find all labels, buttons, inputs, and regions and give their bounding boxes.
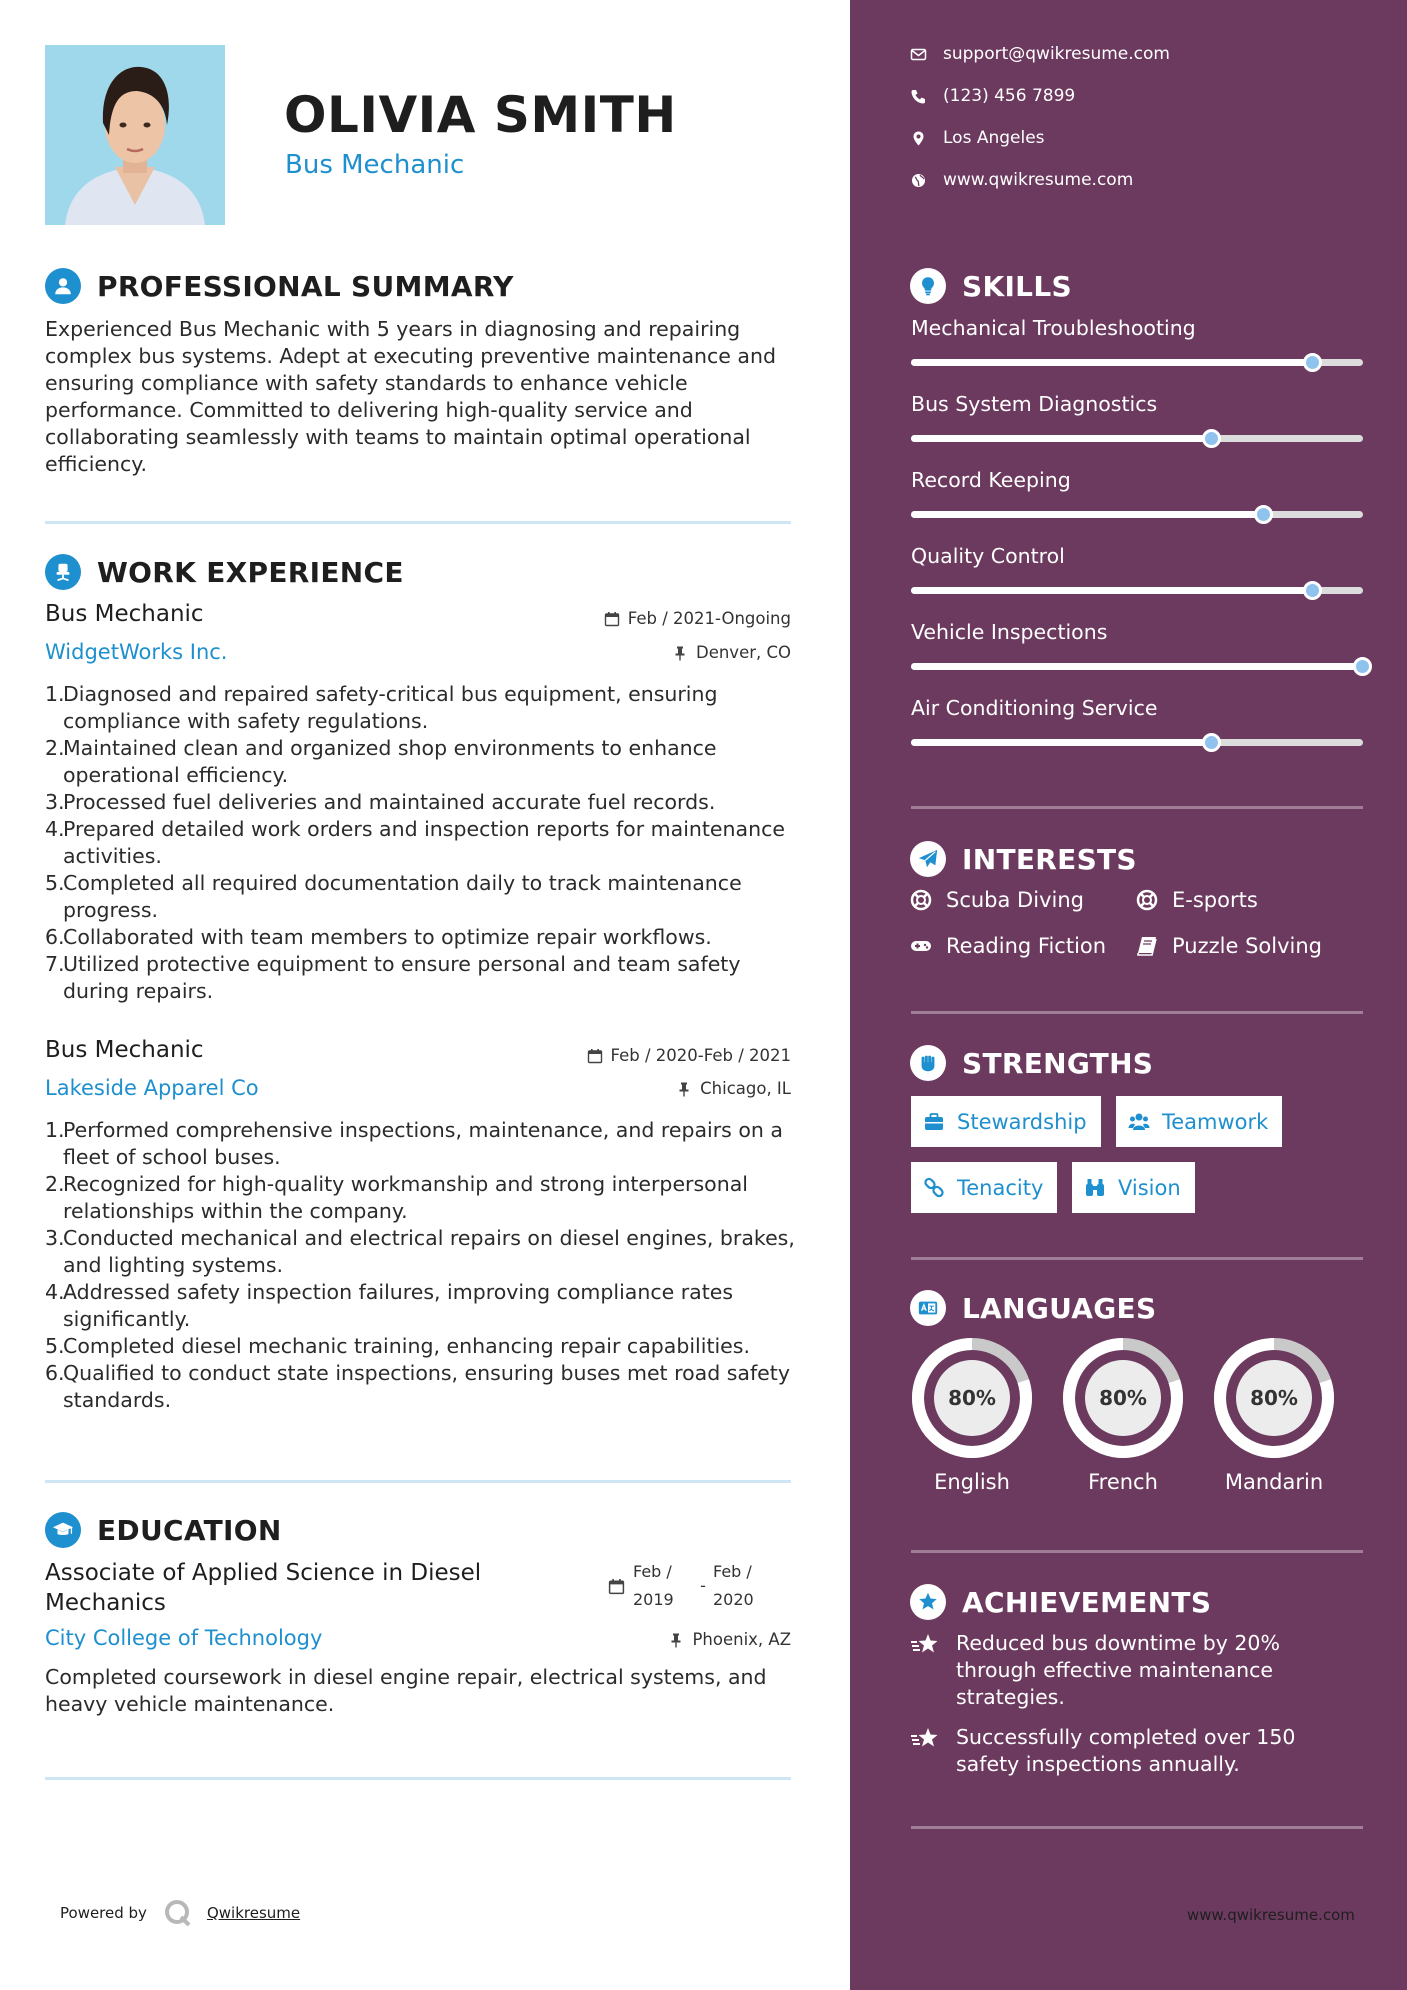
skill-level-fill — [911, 511, 1264, 518]
interests-title: INTERESTS — [962, 842, 1137, 876]
contact-location — [910, 128, 1045, 148]
achievement-item: Successfully completed over 150 safety inspections annually. — [910, 1724, 1306, 1778]
list-item: 3. Conducted mechanical and electrical repairs on diesel engines, brakes, and lighting systems. — [45, 1226, 795, 1277]
list-item: 6. Collaborated with team members to optimize repair workflows. — [45, 925, 712, 949]
list-item: 7. Utilized protective equipment to ensure personal and team safety during repairs. — [45, 952, 741, 1003]
skill-level-fill — [911, 739, 1212, 746]
job-title: Bus Mechanic — [45, 601, 204, 627]
job-company: Lakeside Apparel Co — [45, 1076, 259, 1100]
job-location — [500, 1079, 791, 1098]
job-dates-text: Feb / 2020-Feb / 2021 — [610, 1046, 791, 1065]
strength-badge: Stewardship — [911, 1096, 1101, 1147]
summary-heading — [45, 268, 514, 304]
skill-level-bar — [911, 739, 1363, 746]
language-item — [910, 1336, 1034, 1494]
star-icon — [910, 1632, 940, 1658]
language-name: Mandarin — [1224, 1470, 1324, 1494]
fist-icon — [910, 1045, 946, 1081]
pin-icon — [668, 1632, 684, 1648]
skill-level-fill — [911, 587, 1313, 594]
divider — [45, 521, 791, 524]
job-dates — [500, 1046, 791, 1065]
skill-level-fill — [911, 435, 1212, 442]
briefcase-icon — [923, 1111, 945, 1133]
degree-title: Associate of Applied Science in Diesel Mechanics — [45, 1560, 482, 1616]
users-icon — [1128, 1111, 1150, 1133]
experience-title: WORK EXPERIENCE — [97, 555, 404, 589]
lightbulb-icon — [910, 268, 946, 304]
interest-item: Scuba Diving — [910, 888, 1084, 912]
job-dates — [500, 609, 791, 628]
skill-level-knob — [1303, 353, 1322, 372]
binoculars-icon — [1084, 1177, 1106, 1199]
strength-badge: Teamwork — [1116, 1096, 1282, 1147]
list-item: 2. Recognized for high-quality workmanship and strong interpersonal relationships within the company. — [45, 1172, 748, 1223]
skill-name: Air Conditioning Service — [911, 696, 1158, 720]
envelope-icon — [910, 46, 927, 63]
achievements-title: ACHIEVEMENTS — [962, 1585, 1212, 1619]
language-item — [1212, 1336, 1336, 1494]
skill-level-fill — [911, 359, 1313, 366]
phone-icon — [910, 88, 927, 105]
phone-text: (123) 456 7899 — [943, 86, 1076, 106]
strengths-title: STRENGTHS — [962, 1046, 1154, 1080]
list-item: 6. Qualified to conduct state inspections, ensuring buses met road safety standards. — [45, 1361, 790, 1412]
summary-title: PROFESSIONAL SUMMARY — [97, 269, 514, 303]
language-name: English — [934, 1470, 1010, 1494]
powered-by-label: Powered by — [60, 1904, 147, 1922]
pin-icon — [672, 645, 688, 661]
list-item: 5. Completed diesel mechanic training, enhancing repair capabilities. — [45, 1334, 750, 1358]
link-icon — [923, 1177, 945, 1199]
list-item: 2. Maintained clean and organized shop environments to enhance operational efficiency. — [45, 736, 717, 787]
calendar-icon — [608, 1578, 625, 1595]
skill-level-bar — [911, 587, 1363, 594]
strength-badge: Tenacity — [911, 1162, 1057, 1213]
skill-level-bar — [911, 359, 1363, 366]
skill-level-knob — [1202, 429, 1221, 448]
skill-name: Vehicle Inspections — [911, 620, 1108, 644]
list-item: 5. Completed all required documentation daily to track maintenance progress. — [45, 871, 742, 922]
website-text: www.qwikresume.com — [943, 170, 1134, 190]
job-location-text: Chicago, IL — [700, 1079, 791, 1098]
contact-website[interactable] — [910, 170, 1133, 190]
experience-heading — [45, 554, 404, 590]
divider — [45, 1777, 791, 1780]
life-ring-icon — [1136, 889, 1158, 911]
school-name: City College of Technology — [45, 1626, 323, 1650]
interest-item: Puzzle Solving — [1136, 934, 1322, 958]
language-percent: 80% — [948, 1386, 996, 1410]
divider — [911, 806, 1363, 809]
skills-title: SKILLS — [962, 269, 1072, 303]
skill-name: Quality Control — [911, 544, 1065, 568]
translate-icon — [910, 1290, 946, 1326]
list-item: 1. Diagnosed and repaired safety-critical bus equipment, ensuring compliance with safety regulations. — [45, 682, 718, 733]
candidate-name: OLIVIA SMITH — [284, 86, 677, 144]
divider — [911, 1550, 1363, 1553]
education-start: Feb / 2019 — [633, 1562, 674, 1609]
powered-by — [60, 1898, 300, 1928]
language-gauge — [910, 1336, 1034, 1460]
skills-heading — [910, 268, 1072, 304]
achievement-item: Reduced bus downtime by 20% through effective maintenance strategies. — [910, 1630, 1306, 1711]
job-dates-text: Feb / 2021-Ongoing — [627, 609, 791, 628]
list-item: 1. Performed comprehensive inspections, maintenance, and repairs on a fleet of school buses. — [45, 1118, 783, 1169]
interest-item: E-sports — [1136, 888, 1258, 912]
footer-url[interactable]: www.qwikresume.com — [1187, 1906, 1355, 1924]
contact-phone[interactable] — [910, 86, 1075, 106]
summary-text: Experienced Bus Mechanic with 5 years in diagnosing and repairing complex bus systems. Adept at executing preventive maintenance and ensuring compliance with safety standards to enhance vehicle performance. Committed to delivering high-quality service and collaborating seamlessly with teams to maintain optimal operational efficiency. — [45, 317, 776, 476]
achievements-heading — [910, 1584, 1211, 1620]
gamepad-icon — [910, 935, 932, 957]
email-text: support@qwikresume.com — [943, 44, 1170, 64]
divider — [911, 1826, 1363, 1829]
languages-heading — [910, 1290, 1156, 1326]
education-end: Feb / 2020 — [713, 1562, 754, 1609]
language-gauge — [1212, 1336, 1336, 1460]
skill-name: Mechanical Troubleshooting — [911, 316, 1196, 340]
language-percent: 80% — [1250, 1386, 1298, 1410]
skill-level-bar — [911, 511, 1363, 518]
map-marker-icon — [910, 130, 927, 147]
education-dates — [608, 1558, 773, 1614]
skill-level-fill — [911, 663, 1363, 670]
list-item: 4. Prepared detailed work orders and inspection reports for maintenance activities. — [45, 817, 785, 868]
book-icon — [1136, 935, 1158, 957]
skill-name: Record Keeping — [911, 468, 1071, 492]
calendar-icon — [587, 1048, 603, 1064]
education-heading — [45, 1512, 282, 1548]
strength-badge: Vision — [1072, 1162, 1195, 1213]
interest-item: Reading Fiction — [910, 934, 1106, 958]
education-location — [500, 1630, 791, 1649]
divider — [911, 1011, 1363, 1014]
job-title: Bus Mechanic — [45, 1037, 204, 1063]
language-item — [1061, 1336, 1185, 1494]
skill-level-knob — [1202, 733, 1221, 752]
job-company: WidgetWorks Inc. — [45, 640, 228, 664]
skill-name: Bus System Diagnostics — [911, 392, 1158, 416]
education-title: EDUCATION — [97, 1513, 282, 1547]
language-percent: 80% — [1099, 1386, 1147, 1410]
skill-level-knob — [1303, 581, 1322, 600]
star-badge-icon — [910, 1584, 946, 1620]
skill-level-bar — [911, 663, 1363, 670]
skill-level-bar — [911, 435, 1363, 442]
brand-link[interactable]: Qwikresume — [206, 1904, 301, 1922]
strengths-heading — [910, 1045, 1153, 1081]
skill-level-knob — [1353, 657, 1372, 676]
location-text: Los Angeles — [943, 128, 1045, 148]
calendar-icon — [604, 611, 620, 627]
divider — [911, 1257, 1363, 1260]
job-location — [500, 643, 791, 662]
interests-heading — [910, 841, 1137, 877]
profile-photo — [45, 45, 225, 225]
job-bullets — [45, 681, 795, 1005]
qwikresume-logo — [163, 1898, 193, 1928]
star-icon — [910, 1726, 940, 1752]
sidebar — [850, 0, 1407, 1990]
life-ring-icon — [910, 889, 932, 911]
skill-level-knob — [1254, 505, 1273, 524]
language-gauge — [1061, 1336, 1185, 1460]
job-bullets — [45, 1117, 795, 1414]
divider — [45, 1480, 791, 1483]
job-location-text: Denver, CO — [695, 643, 791, 662]
language-name: French — [1088, 1470, 1158, 1494]
office-chair-icon — [45, 554, 81, 590]
languages-title: LANGUAGES — [962, 1291, 1157, 1325]
list-item: 4. Addressed safety inspection failures, improving compliance rates significantly. — [45, 1280, 734, 1331]
education-location-text: Phoenix, AZ — [692, 1630, 791, 1649]
education-description: Completed coursework in diesel engine repair, electrical systems, and heavy vehicle maintenance. — [45, 1665, 767, 1716]
list-item: 3. Processed fuel deliveries and maintained accurate fuel records. — [45, 790, 716, 814]
globe-icon — [910, 172, 927, 189]
date-separator: - — [700, 1576, 706, 1595]
user-icon — [45, 268, 81, 304]
graduation-cap-icon — [45, 1512, 81, 1548]
contact-email[interactable] — [910, 44, 1170, 64]
pin-icon — [676, 1081, 692, 1097]
candidate-role: Bus Mechanic — [285, 150, 465, 180]
paper-plane-icon — [910, 841, 946, 877]
